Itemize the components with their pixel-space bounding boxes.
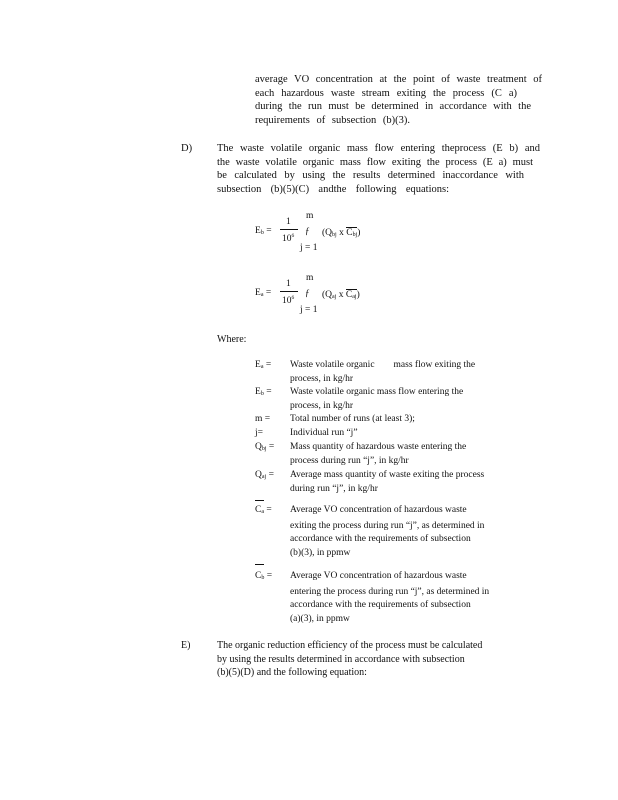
- eq2-sum-top: m: [306, 273, 314, 283]
- def-line: accordance with the requirements of subsection: [290, 534, 471, 545]
- eq2-equals: =: [265, 288, 272, 298]
- section-d-line: The waste volatile organic mass flow entering theprocess (E b) and: [217, 143, 540, 154]
- eq1-lhs-sub: b: [260, 230, 264, 236]
- eq2-numerator: 1: [286, 279, 291, 289]
- eq1-sum-bottom: j = 1: [300, 243, 318, 253]
- def-symbol-sub: b: [260, 391, 264, 397]
- def-sym-cb: [255, 570, 272, 586]
- def-line: Waste volatile organic mass flow exiting the: [290, 360, 476, 370]
- overbar-cb: [255, 564, 264, 565]
- def-text-ca: [290, 504, 505, 560]
- def-text-cb: [290, 570, 505, 626]
- def-equals: =: [257, 428, 263, 438]
- def-symbol: m: [255, 414, 263, 424]
- def-line: process, in kg/hr: [290, 373, 354, 384]
- def-symbol: E: [255, 387, 261, 397]
- def-line: process, in kg/hr: [290, 400, 354, 411]
- def-sym-ea: [255, 359, 271, 375]
- def-equals: =: [266, 505, 272, 515]
- intro-line: during the run must be determined in accordance with the: [255, 101, 531, 113]
- eq2-term: (Qaj x Caj): [322, 290, 360, 300]
- eq1-lhs: [255, 226, 272, 236]
- def-symbol-sub: aj: [261, 474, 267, 480]
- def-line: (b)(3), in ppmw: [290, 547, 351, 558]
- section-d-line: be calculated by using the results determined inaccordance with: [217, 170, 524, 182]
- eq2-denominator-base: 10: [282, 296, 292, 306]
- eq2-term-q-sub: aj: [332, 294, 337, 300]
- section-e-line: The organic reduction efficiency of the process must be calculated: [217, 640, 483, 651]
- def-text-m: [290, 413, 505, 427]
- def-sym-m: [255, 413, 270, 427]
- def-line: Waste volatile organic mass flow entering the: [290, 387, 464, 397]
- overbar-ca: [255, 500, 264, 501]
- eq1-term-q: Q: [325, 228, 333, 238]
- def-symbol: C: [255, 505, 262, 515]
- def-line: entering the process during run “j”, as determined in: [290, 586, 490, 597]
- intro-paragraph: [255, 73, 542, 127]
- eq1-denominator-base: 10: [282, 234, 292, 244]
- def-line: exiting the process during run “j”, as determined in: [290, 520, 485, 531]
- section-d-line: the waste volatile organic mass flow exiting the process (E a) must: [217, 156, 533, 168]
- def-equals: =: [266, 571, 273, 581]
- intro-line: requirements of subsection (b)(3).: [255, 114, 410, 126]
- def-symbol-sub: a: [261, 509, 265, 515]
- def-line: Average mass quantity of waste exiting the process: [290, 470, 485, 480]
- section-e-line: by using the results determined in accordance with subsection: [217, 653, 465, 665]
- def-equals: =: [268, 470, 274, 480]
- section-d-line: subsection (b)(5)(C) andthe following equations:: [217, 183, 449, 195]
- def-equals: =: [265, 360, 272, 370]
- section-d-paragraph: [217, 142, 540, 196]
- eq1-equals: =: [266, 226, 272, 236]
- eq1-term-c-bar: [346, 227, 357, 240]
- def-symbol-sub: bj: [261, 446, 267, 452]
- eq2-fraction-bar: [280, 291, 298, 292]
- eq1-term-q-sub: bj: [332, 232, 337, 238]
- eq1-denominator: [282, 233, 294, 244]
- def-line: process during run “j”, in kg/hr: [290, 455, 409, 466]
- def-sym-eb: [255, 386, 272, 402]
- def-line: during run “j”, in kg/hr: [290, 483, 378, 494]
- eq1-sum-symbol: ƒ: [305, 227, 310, 237]
- eq2-sum-bottom: j = 1: [300, 305, 318, 315]
- eq1-term-x: x: [339, 228, 344, 238]
- eq1-denominator-exp: 6: [291, 233, 295, 239]
- def-sym-j: [255, 427, 263, 441]
- eq2-term-x: x: [338, 290, 344, 300]
- def-equals: =: [264, 414, 271, 424]
- eq2-term-c-sub: aj: [352, 294, 357, 300]
- def-symbol-sub: a: [260, 364, 264, 370]
- where-label: Where:: [217, 334, 247, 345]
- def-symbol: E: [255, 360, 261, 370]
- def-sym-qbj: [255, 441, 274, 457]
- eq2-term-q: Q: [325, 290, 333, 300]
- def-equals: =: [268, 442, 275, 452]
- def-sym-ca: [255, 504, 272, 520]
- eq2-denominator: [282, 295, 294, 306]
- section-e-line: (b)(5)(D) and the following equation:: [217, 667, 367, 679]
- def-line: accordance with the requirements of subsection: [290, 600, 471, 611]
- def-line: (a)(3), in ppmw: [290, 613, 350, 624]
- def-symbol: j: [255, 428, 258, 438]
- def-text-j: [290, 427, 505, 441]
- def-sym-qaj: [255, 469, 274, 485]
- def-line: Average VO concentration of hazardous waste: [290, 571, 467, 581]
- def-line: Individual run “j”: [290, 428, 358, 438]
- eq1-term-c: C: [346, 228, 353, 238]
- eq2-term-c-bar: [346, 289, 357, 302]
- eq1-term-c-sub: bj: [352, 232, 358, 238]
- def-text-eb: [290, 386, 505, 413]
- def-text-qaj: [290, 469, 505, 496]
- eq2-term-c: C: [345, 290, 353, 300]
- intro-line: average VO concentration at the point of waste treatment of: [255, 74, 542, 85]
- section-d-label: D): [181, 143, 193, 154]
- section-e-paragraph: [217, 639, 507, 680]
- def-line: Total number of runs (at least 3);: [290, 414, 415, 424]
- intro-line: each hazardous waste stream exiting the process (C a): [255, 87, 517, 99]
- def-symbol: Q: [255, 442, 262, 452]
- eq1-numerator: 1: [286, 217, 291, 227]
- eq1-sum-top: m: [306, 211, 314, 221]
- def-line: Average VO concentration of hazardous waste: [290, 505, 467, 515]
- eq2-denominator-exp: 6: [291, 295, 295, 301]
- eq2-lhs-symbol: E: [255, 288, 261, 298]
- eq1-lhs-symbol: E: [255, 226, 261, 236]
- eq2-lhs-sub: a: [260, 292, 264, 298]
- eq1-term: (Qbj x Cbj): [322, 228, 361, 238]
- eq2-lhs: [255, 288, 271, 298]
- def-symbol: Q: [255, 470, 262, 480]
- def-symbol: C: [255, 571, 262, 581]
- def-symbol-sub: b: [261, 575, 265, 581]
- section-e-label: E): [181, 640, 191, 651]
- def-line: Mass quantity of hazardous waste entering the: [290, 442, 467, 452]
- def-equals: =: [266, 387, 272, 397]
- def-text-ea: [290, 359, 505, 386]
- eq1-fraction-bar: [280, 229, 298, 230]
- eq2-sum-symbol: ƒ: [305, 289, 310, 299]
- def-text-qbj: [290, 441, 505, 468]
